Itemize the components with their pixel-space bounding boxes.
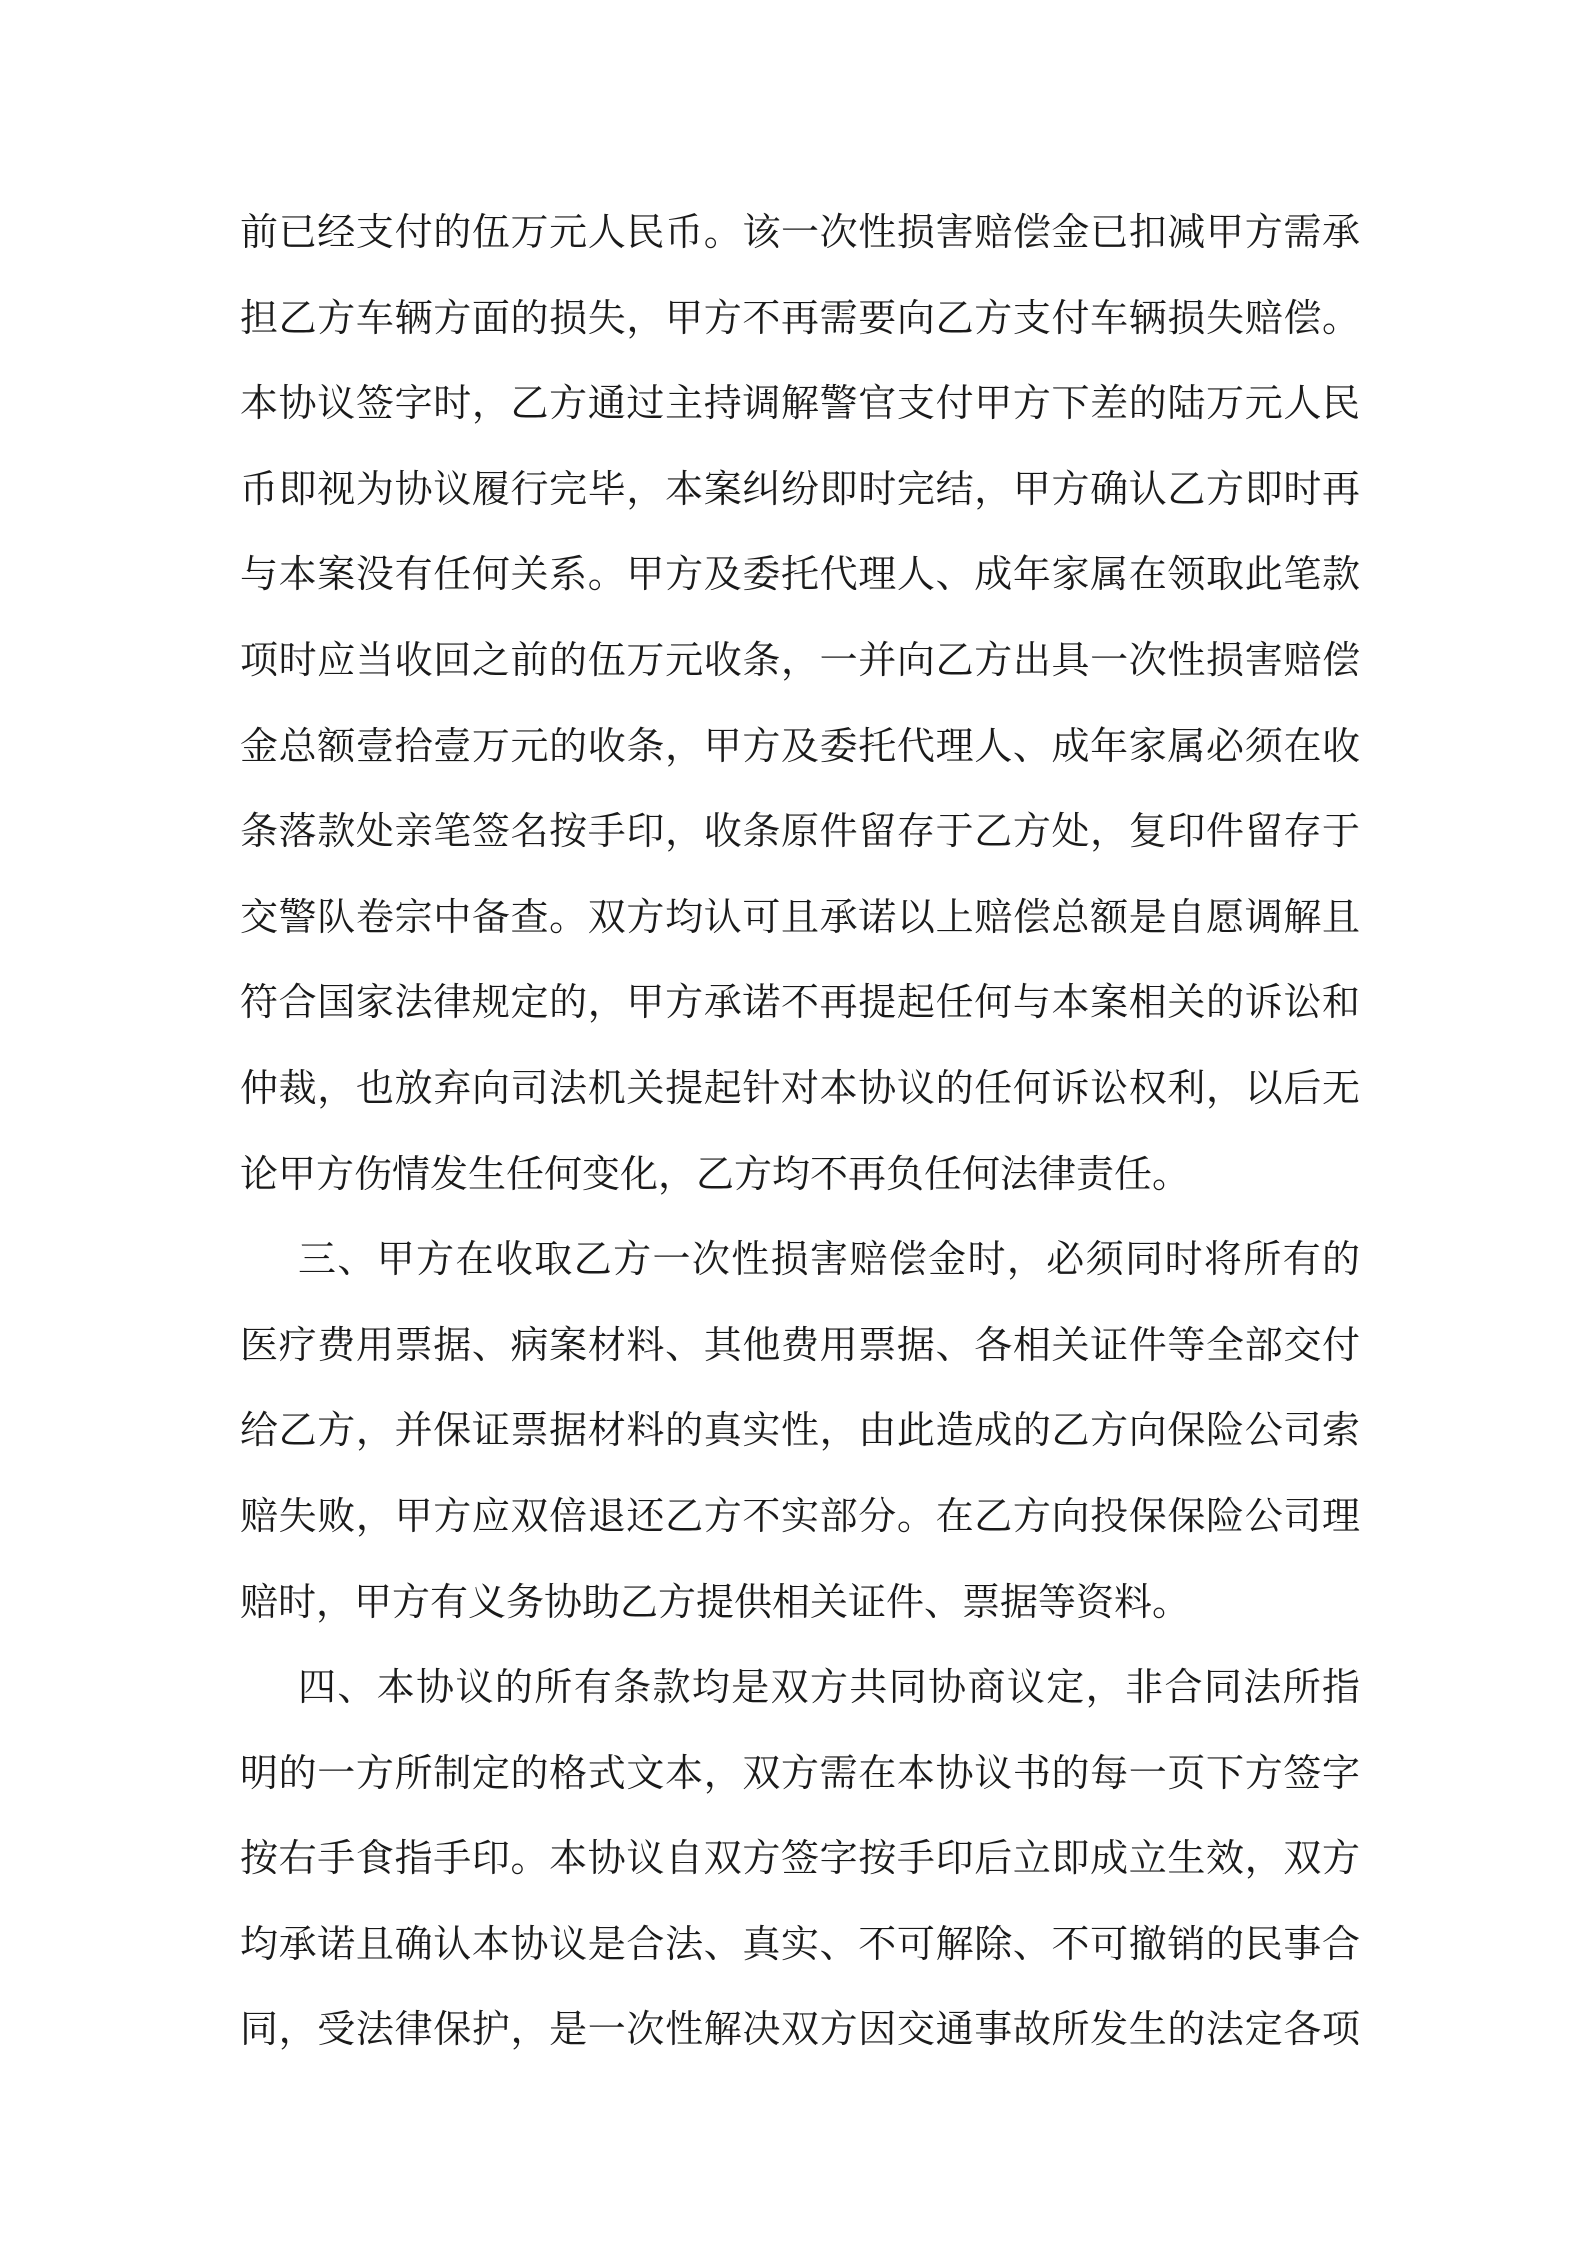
text-line: 仲裁，也放弃向司法机关提起针对本协议的任何诉讼权利，以后无 <box>240 1065 1360 1110</box>
text-line: 前已经支付的伍万元人民币。该一次性损害赔偿金已扣减甲方需承 <box>240 210 1360 254</box>
text-line: 赔时，甲方有义务协助乙方提供相关证件、票据等资料。 <box>240 1579 1191 1624</box>
text-line: 币即视为协议履行完毕，本案纠纷即时完结，甲方确认乙方即时再 <box>240 466 1360 511</box>
text-line: 同，受法律保护，是一次性解决双方因交通事故所发生的法定各项 <box>240 2007 1360 2052</box>
clause-three-first-line: 三、甲方在收取乙方一次性损害赔偿金时，必须同时将所有的 <box>298 1237 1360 1282</box>
text-line: 赔失败，甲方应双倍退还乙方不实部分。在乙方向投保保险公司理 <box>240 1493 1360 1538</box>
text-line: 金总额壹拾壹万元的收条，甲方及委托代理人、成年家属必须在收 <box>240 723 1360 768</box>
text-line: 符合国家法律规定的，甲方承诺不再提起任何与本案相关的诉讼和 <box>240 980 1360 1025</box>
document-body <box>240 190 1360 2073</box>
text-line: 项时应当收回之前的伍万元收条，一并向乙方出具一次性损害赔偿 <box>240 637 1360 682</box>
text-line: 给乙方，并保证票据材料的真实性，由此造成的乙方向保险公司索 <box>240 1408 1360 1453</box>
text-line: 明的一方所制定的格式文本，双方需在本协议书的每一页下方签字 <box>240 1750 1360 1795</box>
text-line: 条落款处亲笔签名按手印，收条原件留存于乙方处，复印件留存于 <box>240 809 1360 854</box>
text-line: 担乙方车辆方面的损失，甲方不再需要向乙方支付车辆损失赔偿。 <box>240 295 1360 340</box>
text-line: 本协议签字时，乙方通过主持调解警官支付甲方下差的陆万元人民 <box>240 381 1360 426</box>
text-line: 论甲方伤情发生任何变化，乙方均不再负任何法律责任。 <box>240 1151 1191 1196</box>
clause-four-first-line: 四、本协议的所有条款均是双方共同协商议定，非合同法所指 <box>298 1665 1360 1710</box>
text-line: 交警队卷宗中备查。双方均认可且承诺以上赔偿总额是自愿调解且 <box>240 894 1360 939</box>
text-line: 医疗费用票据、病案材料、其他费用票据、各相关证件等全部交付 <box>240 1322 1360 1367</box>
text-line: 与本案没有任何关系。甲方及委托代理人、成年家属在领取此笔款 <box>240 552 1360 597</box>
text-line: 按右手食指手印。本协议自双方签字按手印后立即成立生效，双方 <box>240 1836 1360 1881</box>
text-line: 均承诺且确认本协议是合法、真实、不可解除、不可撤销的民事合 <box>240 1921 1360 1966</box>
